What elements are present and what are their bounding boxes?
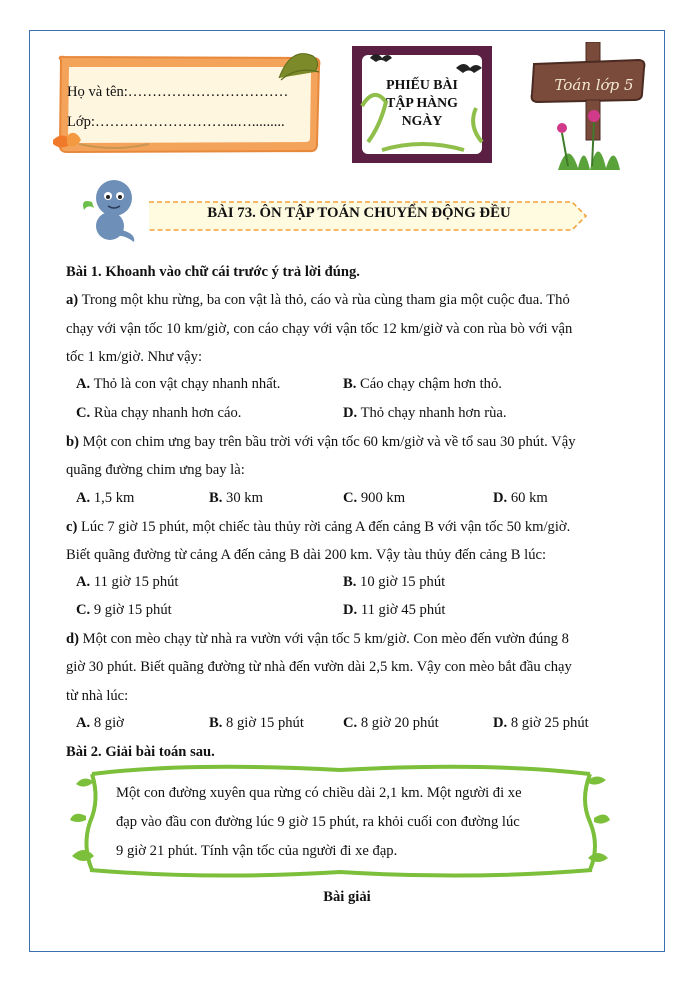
worksheet-title-line-2: TẬP HÀNG (386, 95, 458, 110)
option-d-C[interactable]: C. 8 giờ 20 phút (343, 715, 439, 731)
wooden-sign (528, 42, 648, 176)
worksheet-title (352, 76, 492, 130)
problem-line-3: 9 giờ 21 phút. Tính vận tốc của người đi xe đạp. (116, 843, 398, 859)
problem-line-2: đạp vào đầu con đường lúc 9 giờ 15 phút, ra khỏi cuối con đường lúc (116, 814, 520, 830)
question-a-label: a) (66, 292, 79, 308)
option-c-C[interactable]: C. 9 giờ 15 phút (76, 602, 172, 618)
question-d-line-2: giờ 30 phút. Biết quãng đường từ nhà đến vườn dài 2,5 km. Vậy con mèo bắt đầu chạy (66, 659, 572, 675)
option-b-D[interactable]: D. 60 km (493, 490, 548, 506)
option-c-D[interactable]: D. 11 giờ 45 phút (343, 602, 446, 618)
name-field-label[interactable]: Họ và tên:…………………………… (67, 84, 289, 100)
option-c-B[interactable]: B. 10 giờ 15 phút (343, 574, 446, 590)
option-a-D[interactable]: D. Thỏ chạy nhanh hơn rùa. (343, 405, 507, 421)
question-a-text-1: Trong một khu rừng, ba con vật là thỏ, cáo và rùa cùng tham gia một cuộc đua. Thỏ (81, 292, 570, 308)
question-b-text-1: Một con chim ưng bay trên bầu trời với vận tốc 60 km/giờ và về tổ sau 30 phút. Vậy (82, 434, 576, 450)
exercise-1-heading: Bài 1. Khoanh vào chữ cái trước ý trả lời đúng. (66, 264, 360, 280)
question-a-line-1 (66, 291, 570, 309)
question-c-label: c) (66, 519, 78, 535)
option-b-C[interactable]: C. 900 km (343, 490, 406, 506)
question-d-text-1: Một con mèo chạy từ nhà ra vườn với vận tốc 5 km/giờ. Con mèo đến vườn đúng 8 (82, 631, 569, 647)
option-b-B[interactable]: B. 30 km (209, 490, 263, 506)
option-d-A[interactable]: A. 8 giờ (76, 715, 124, 731)
option-d-B[interactable]: B. 8 giờ 15 phút (209, 715, 304, 731)
class-field-label[interactable]: Lớp:………………………...…......... (67, 114, 285, 130)
option-d-D[interactable]: D. 8 giờ 25 phút (493, 715, 589, 731)
exercise-2-heading: Bài 2. Giải bài toán sau. (66, 744, 215, 760)
option-c-A[interactable]: A. 11 giờ 15 phút (76, 574, 179, 590)
worksheet-header-box (352, 46, 492, 163)
dinosaur-icon (80, 176, 138, 242)
worksheet-title-line-1: PHIẾU BÀI (386, 77, 458, 92)
question-c-text-1: Lúc 7 giờ 15 phút, một chiếc tàu thủy rời cảng A đến cảng B với vận tốc 50 km/giờ. (81, 519, 571, 535)
lesson-title: BÀI 73. ÔN TẬP TOÁN CHUYỂN ĐỘNG ĐỀU (207, 205, 511, 221)
question-d-label: d) (66, 631, 79, 647)
question-d-line-3: từ nhà lúc: (66, 688, 129, 704)
solution-heading: Bài giải (323, 889, 371, 905)
option-a-A[interactable]: A. Thỏ là con vật chạy nhanh nhất. (76, 376, 281, 392)
question-b-label: b) (66, 434, 79, 450)
option-a-B[interactable]: B. Cáo chạy chậm hơn thỏ. (343, 376, 502, 392)
option-b-A[interactable]: A. 1,5 km (76, 490, 135, 506)
question-a-line-2: chạy với vận tốc 10 km/giờ, con cáo chạy với vận tốc 12 km/giờ và con rùa bò với vận (66, 321, 573, 337)
worksheet-title-line-3: NGÀY (401, 113, 443, 128)
question-d-line-1 (66, 630, 569, 648)
sign-label: Toán lớp 5 (554, 76, 634, 94)
question-c-line-2: Biết quãng đường từ cảng A đến cảng B dài 200 km. Vậy tàu thủy đến cảng B lúc: (66, 547, 547, 563)
question-a-line-3: tốc 1 km/giờ. Như vậy: (66, 349, 203, 365)
question-c-line-1 (66, 518, 570, 536)
question-b-line-2: quãng đường chim ưng bay là: (66, 462, 245, 478)
problem-line-1: Một con đường xuyên qua rừng có chiều dài 2,1 km. Một người đi xe (116, 785, 522, 801)
question-b-line-1 (66, 433, 576, 451)
option-a-C[interactable]: C. Rùa chạy nhanh hơn cáo. (76, 405, 242, 421)
name-card-text (53, 52, 325, 157)
